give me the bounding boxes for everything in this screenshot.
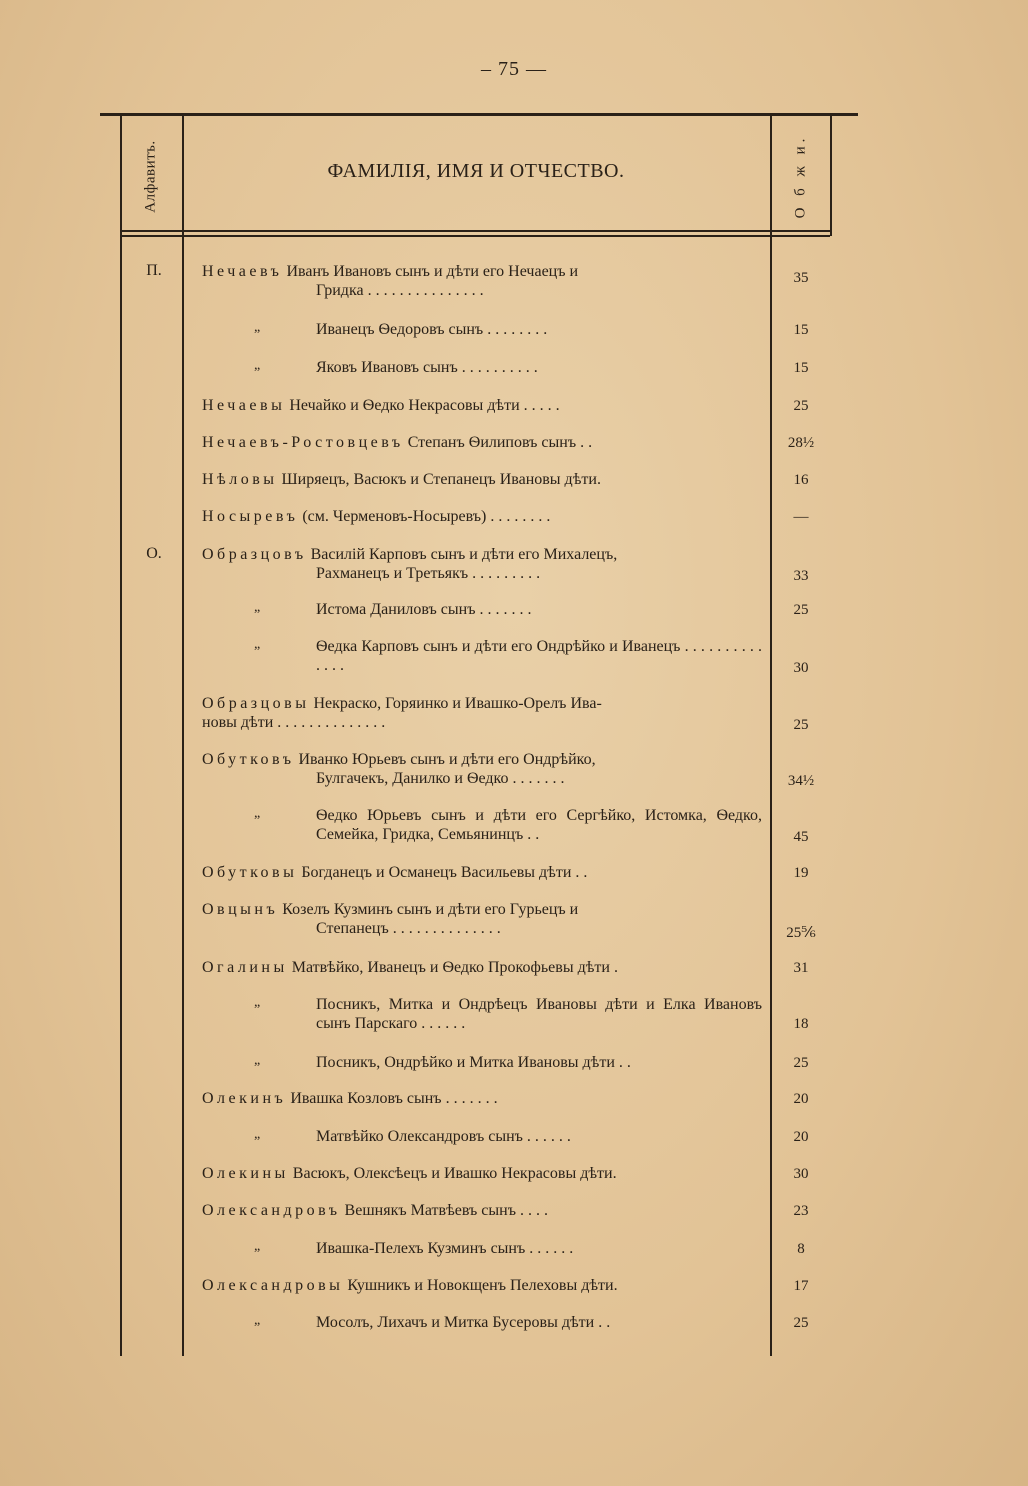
obzh-value: 25 (793, 398, 809, 414)
ditto-mark: „ (254, 1313, 261, 1328)
obzh-value: 15 (793, 322, 809, 338)
obzh-value: 15 (793, 360, 809, 376)
surname: Овцынъ (202, 901, 279, 918)
ditto-mark: „ (254, 320, 261, 335)
entry-text: Обутковы Богданецъ и Османецъ Васильевы дѣти . . (202, 864, 588, 881)
entry-text: Иванецъ Ѳедоровъ сынъ . . . . . . . . (316, 321, 548, 338)
ditto-mark: „ (254, 995, 261, 1010)
surname: Нечаевы (202, 397, 286, 414)
entry-text: Олекины Васюкъ, Олексѣецъ и Ивашко Некрасовы дѣти. (202, 1165, 617, 1182)
page-number: – 75 — (481, 58, 547, 80)
entry-text: Огалины Матвѣйко, Иванецъ и Ѳедко Прокофьевы дѣти . (202, 959, 618, 976)
entry-text: Мосолъ, Лихачъ и Митка Бусеровы дѣти . . (316, 1314, 611, 1331)
entry-text: Матвѣйко Олександровъ сынъ . . . . . . (316, 1128, 571, 1145)
entry-text: Олександровы Кушникъ и Новокщенъ Пелеховы дѣти. (202, 1277, 618, 1294)
entry-continuation: Рахманецъ и Третьякъ . . . . . . . . . (316, 565, 541, 582)
obzh-value: 35 (793, 270, 809, 286)
entry-text: Овцынъ Козелъ Кузминъ сынъ и дѣти его Гурьецъ и (202, 901, 579, 918)
entry-text: Обутковъ Иванко Юрьевъ сынъ и дѣти его Ондрѣйко, (202, 751, 596, 768)
obzh-value: 25⅚ (786, 925, 816, 941)
entry-text: Ивашка-Пелехъ Кузминъ сынъ . . . . . . (316, 1240, 574, 1257)
entry-text: Нечаевы Нечайко и Ѳедко Некрасовы дѣти . . . . . (202, 397, 560, 414)
surname: Носыревъ (202, 508, 299, 525)
surname: Олександровы (202, 1277, 344, 1294)
entry-text: Олександровъ Вешнякъ Матвѣевъ сынъ . . . . (202, 1202, 548, 1219)
obzh-value: 31 (793, 960, 809, 976)
entry-text: Образцовъ Василій Карповъ сынъ и дѣти его Михалецъ, (202, 546, 618, 563)
obzh-value: 34½ (787, 773, 815, 789)
surname: Олекинъ (202, 1090, 287, 1107)
header-obzh: О б ж и. (792, 134, 809, 218)
surname: Нечаевъ-Ростовцевъ (202, 434, 404, 451)
entry-continuation: Булгачекъ, Данилко и Ѳедко . . . . . . . (316, 770, 565, 787)
surname: Нѣловы (202, 471, 278, 488)
obzh-value: — (793, 509, 809, 525)
entry-text: Ѳедко Юрьевъ сынъ и дѣти его Сергѣйко, Истомка, Ѳедко, Семейка, Гридка, Семьянинцъ . . (316, 807, 762, 843)
obzh-value: 18 (793, 1016, 809, 1032)
ditto-mark: „ (254, 1127, 261, 1142)
entry-text: Посникъ, Ондрѣйко и Митка Ивановы дѣти . . (316, 1054, 631, 1071)
entry-text: Истома Даниловъ сынъ . . . . . . . (316, 601, 532, 618)
obzh-value: 25 (793, 602, 809, 618)
obzh-value: 25 (793, 1055, 809, 1071)
ditto-mark: „ (254, 1053, 261, 1068)
entry-text: Ѳедка Карповъ сынъ и дѣти его Ондрѣйко и Иванецъ . . . . . . . . . . . . . . (316, 638, 762, 674)
obzh-value: 23 (793, 1203, 809, 1219)
entry-text: Нечаевъ Иванъ Ивановъ сынъ и дѣти его Нечаецъ и (202, 263, 579, 280)
entry-text: Нѣловы Ширяецъ, Васюкъ и Степанецъ Ивановы дѣти. (202, 471, 601, 488)
entry-continuation: Гридка . . . . . . . . . . . . . . . (316, 282, 484, 299)
obzh-value: 20 (793, 1091, 809, 1107)
surname: Олекины (202, 1165, 289, 1182)
entry-text: Носыревъ (см. Черменовъ-Носыревъ) . . . . . . . . (202, 508, 551, 525)
surname: Образцовы (202, 695, 310, 712)
entry-text: Яковъ Ивановъ сынъ . . . . . . . . . . (316, 359, 538, 376)
entry-text: Образцовы Некраско, Горяинко и Ивашко-Орелъ Ива- (202, 695, 602, 712)
header-name: ФАМИЛІЯ, ИМЯ И ОТЧЕСТВО. (327, 160, 625, 182)
header-alphabet: Алфавитъ. (142, 139, 159, 213)
entry-text: Олекинъ Ивашка Козловъ сынъ . . . . . . . (202, 1090, 498, 1107)
obzh-value: 28½ (787, 435, 815, 451)
surname: Олександровъ (202, 1202, 341, 1219)
obzh-value: 30 (793, 1166, 809, 1182)
ditto-mark: „ (254, 637, 261, 652)
surname: Нечаевъ (202, 263, 283, 280)
ditto-mark: „ (254, 1239, 261, 1254)
entry-text: Нечаевъ-Ростовцевъ Степанъ Ѳилиповъ сынъ . . (202, 434, 593, 451)
obzh-value: 16 (793, 472, 809, 488)
entry-continuation: новы дѣти . . . . . . . . . . . . . . (202, 714, 386, 731)
ditto-mark: „ (254, 600, 261, 615)
alphabet-letter: О. (146, 545, 162, 562)
surname: Обутковы (202, 864, 298, 881)
obzh-value: 8 (797, 1241, 805, 1257)
obzh-value: 17 (793, 1278, 809, 1294)
obzh-value: 25 (793, 717, 809, 733)
obzh-value: 30 (793, 660, 809, 676)
obzh-value: 20 (793, 1129, 809, 1145)
obzh-value: 25 (793, 1315, 809, 1331)
obzh-value: 33 (793, 568, 809, 584)
ditto-mark: „ (254, 358, 261, 373)
obzh-value: 19 (793, 865, 809, 881)
obzh-value: 45 (793, 829, 809, 845)
ditto-mark: „ (254, 806, 261, 821)
surname: Образцовъ (202, 546, 307, 563)
entry-text: Посникъ, Митка и Ондрѣецъ Ивановы дѣти и Елка Ивановъ сынъ Парскаго . . . . . . (316, 996, 762, 1032)
alphabet-letter: П. (146, 262, 162, 279)
entry-continuation: Степанецъ . . . . . . . . . . . . . . (316, 920, 501, 937)
surname: Обутковъ (202, 751, 295, 768)
surname: Огалины (202, 959, 288, 976)
